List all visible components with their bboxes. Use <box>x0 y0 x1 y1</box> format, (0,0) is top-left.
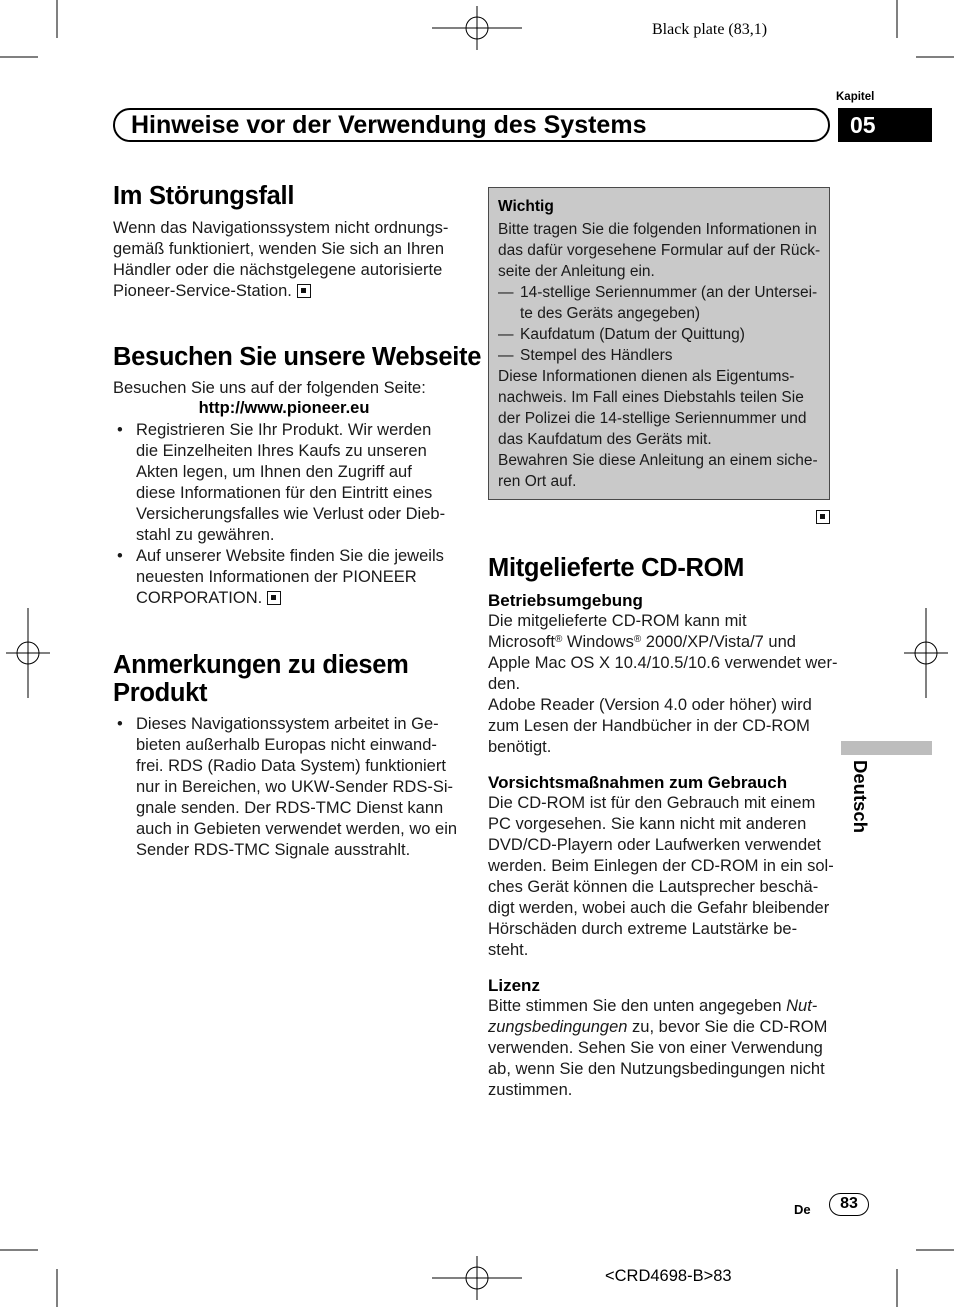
subheading-environment: Betriebsumgebung <box>488 591 643 610</box>
registration-mark-icon-top <box>432 6 522 50</box>
list-item <box>113 546 458 609</box>
notice-item-text: Kaufdatum (Datum der Quittung) <box>520 326 745 343</box>
website-bullet-list <box>113 420 458 609</box>
bullet-icon: • <box>117 547 123 565</box>
heading-website: Besuchen Sie unsere Webseite <box>113 343 482 371</box>
end-mark-icon-inner <box>820 514 825 519</box>
license-text-a: Bitte stimmen Sie den unten angegeben <box>488 997 787 1015</box>
environment-text <box>488 611 838 695</box>
bullet-text-body: Dieses Navigationssystem arbeitet in Ge- bieten außerhalb Europas nicht einwand- frei. RDS (Radio Data System) funktioniert nur in Bereichen, wo UKW-Sender RDS-Si- gnale senden. Der RDS-TMC Dienst kann auch in Gebieten verwendet werden, wo ein Sender RDS-TMC Signale ausstrahlt. <box>136 715 458 859</box>
list-item <box>113 714 458 861</box>
notice-title: Wichtig <box>498 198 554 215</box>
bullet-text <box>136 714 457 861</box>
website-intro: Besuchen Sie uns auf der folgenden Seite: <box>113 379 426 397</box>
notice-list-item <box>498 282 820 324</box>
bullet-text <box>136 420 445 546</box>
registered-mark: ® <box>633 633 642 645</box>
page-number: 83 <box>829 1193 869 1216</box>
notice-item-text: 14-stellige Seriennummer (an der Untersei- te des Geräts angegeben) <box>520 284 818 322</box>
environment-text-b: Windows <box>562 633 634 651</box>
registration-mark-icon-right <box>904 608 948 698</box>
bullet-text-body: Auf unserer Website finden Sie die jeweils neuesten Informationen der PIONEER CORPORATION. <box>136 547 444 607</box>
chapter-label: Kapitel <box>836 91 875 103</box>
end-mark-icon <box>816 510 830 524</box>
environment-text-c: 2000/XP/Vista/7 und Apple Mac OS X 10.4/10.5/10.6 verwendet wer- den. <box>488 633 838 693</box>
notice-item-text: Stempel des Händlers <box>520 347 673 364</box>
end-mark-icon-inner <box>301 288 306 293</box>
chapter-title: Hinweise vor der Verwendung des Systems <box>131 111 647 139</box>
dash-icon: — <box>498 347 514 364</box>
subheading-precautions: Vorsichtsmaßnahmen zum Gebrauch <box>488 773 788 792</box>
plate-label: Black plate (83,1) <box>652 21 768 38</box>
environment-text-a: Die mitgelieferte CD-ROM kann mit Microsoft <box>488 612 747 651</box>
subheading-license: Lizenz <box>488 976 540 995</box>
bullet-icon: • <box>117 715 123 733</box>
notice-text-ownership: Diese Informationen dienen als Eigentums- nachweis. Im Fall eines Diebstahls teilen Sie der Polizei die 14-stellige Seriennummer und das Kaufdatum des Geräts mit. <box>498 368 807 448</box>
chapter-number: 05 <box>838 108 932 142</box>
footer-language-code: De <box>794 1202 811 1217</box>
notice-list-item <box>498 345 820 366</box>
language-tab-label: Deutsch <box>850 760 871 833</box>
license-text-b: zu, bevor Sie die CD-ROM verwenden. Sehen Sie von einer Verwendung ab, wenn Sie den Nutzungsbedingungen nicht zustimmen. <box>488 1018 828 1099</box>
notice-text-keep: Bewahren Sie diese Anleitung an einem siche- ren Ort auf. <box>498 452 818 490</box>
license-text <box>488 996 830 1101</box>
website-url-link[interactable]: http://www.pioneer.eu <box>198 399 370 417</box>
malfunction-text <box>113 218 458 302</box>
list-item <box>113 420 458 546</box>
registration-mark-icon-left <box>6 608 50 698</box>
notice-intro: Bitte tragen Sie die folgenden Informationen in das dafür vorgesehene Formular auf der Rück- seite der Anleitung ein. <box>498 221 821 280</box>
heading-cd-rom: Mitgelieferte CD-ROM <box>488 554 745 582</box>
dash-icon: — <box>498 326 514 343</box>
important-notice-box <box>488 187 830 500</box>
end-mark-icon <box>297 284 311 298</box>
heading-malfunction: Im Störungsfall <box>113 182 295 210</box>
bullet-text <box>136 546 444 609</box>
malfunction-text-body: Wenn das Navigationssystem nicht ordnungs- gemäß funktioniert, wenden Sie sich an Ihren Händler oder die nächstgelegene autorisierte Pioneer-Service-Station. <box>113 219 449 300</box>
precautions-text: Die CD-ROM ist für den Gebrauch mit einem PC vorgesehen. Sie kann nicht mit anderen DVD/CD-Playern oder Laufwerken verwendet werden. Beim Einlegen der CD-ROM in ein sol- ches Gerät können die Lautsprecher beschä- digt werden, wobei auch die Gefahr bleibender Hörschäden durch extreme Lautstärke be- steht. <box>488 794 834 959</box>
notice-list-item <box>498 324 820 345</box>
end-mark-icon <box>267 591 281 605</box>
heading-product-notes: Anmerkungen zu diesem Produkt <box>113 651 409 707</box>
end-mark-icon-inner <box>271 595 276 600</box>
product-notes-bullet-list <box>113 714 458 861</box>
environment-reader-text: Adobe Reader (Version 4.0 oder höher) wird zum Lesen der Handbücher in der CD-ROM benötigt. <box>488 696 812 756</box>
bullet-text-body: Registrieren Sie Ihr Produkt. Wir werden die Einzelheiten Ihres Kaufs zu unseren Akten legen, um Ihnen den Zugriff auf diese Informationen für den Eintritt eines Versicherungsfalles wie Verlust oder Dieb- stahl zu gewähren. <box>136 421 446 544</box>
registration-mark-icon-bottom <box>432 1256 522 1300</box>
job-code: <CRD4698-B>83 <box>605 1267 732 1285</box>
registered-mark: ® <box>554 633 563 645</box>
chapter-header-bar <box>113 108 830 142</box>
license-terms: Nut- zungsbedingungen <box>488 997 818 1036</box>
language-tab-bar <box>841 741 932 755</box>
bullet-icon: • <box>117 421 123 439</box>
dash-icon: — <box>498 284 514 301</box>
